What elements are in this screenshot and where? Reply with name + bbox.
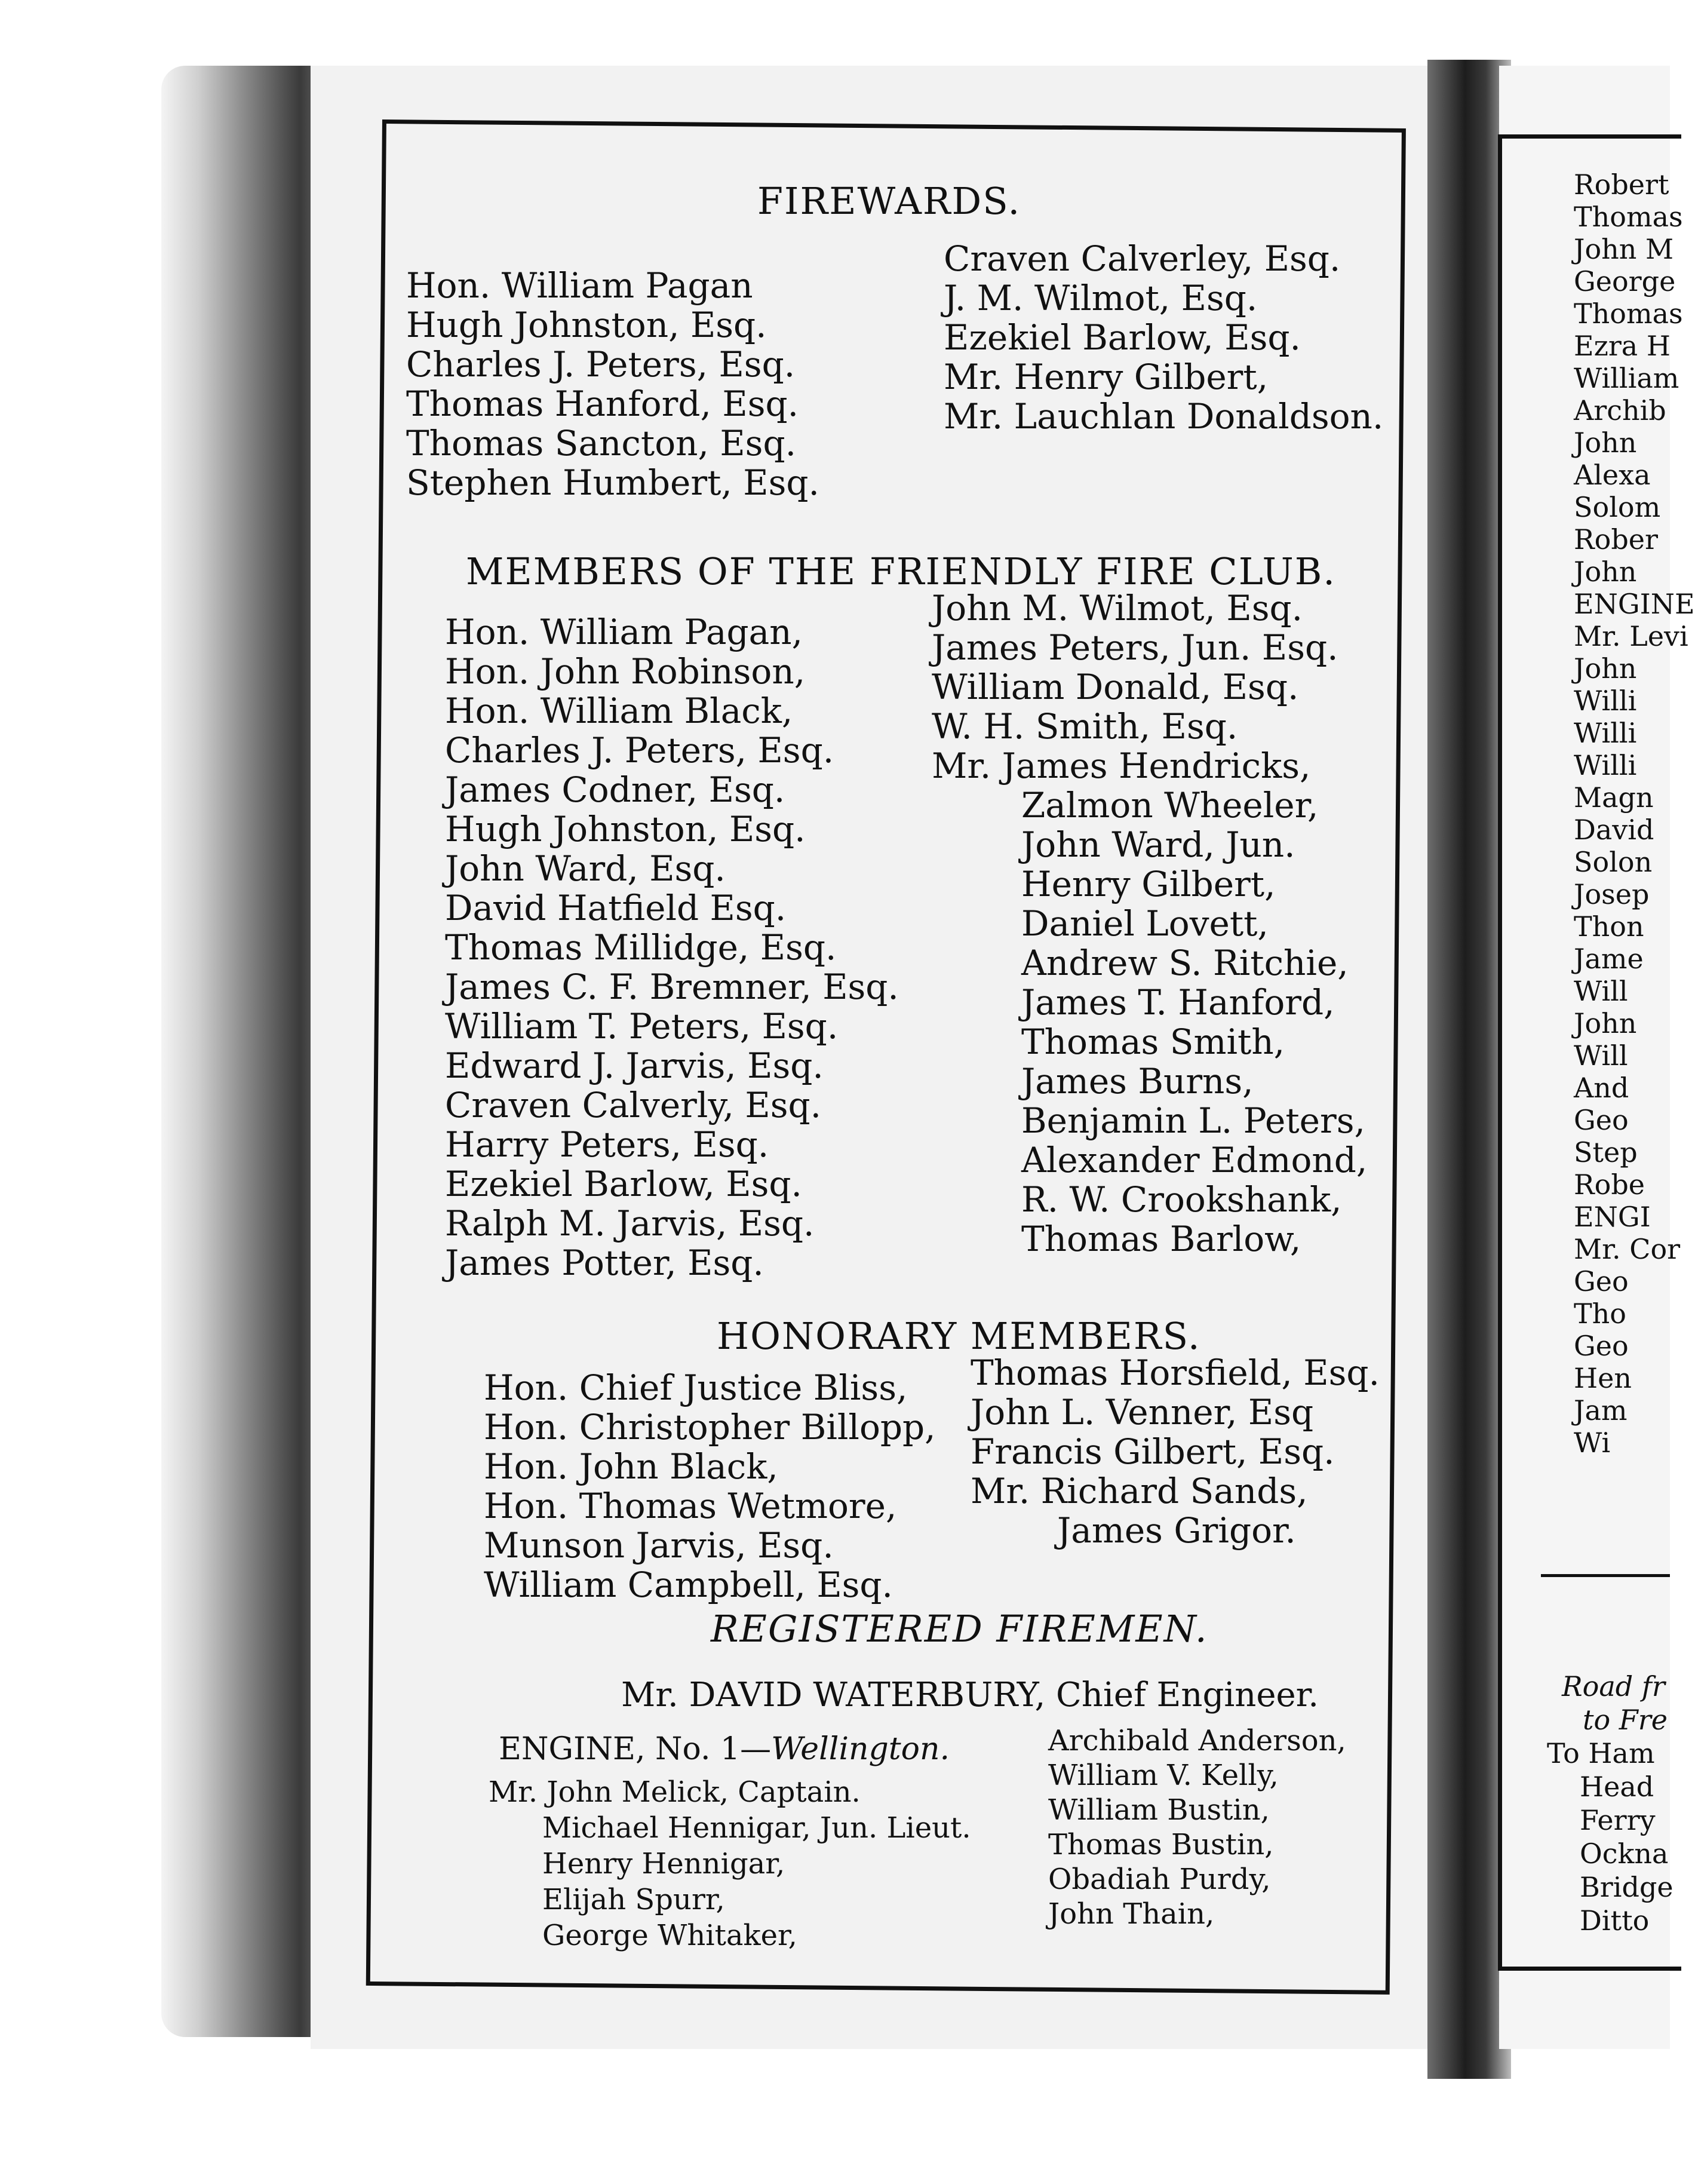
- list-item: John M. Wilmot, Esq.: [932, 588, 1303, 628]
- list-item: Bridge: [1580, 1871, 1673, 1903]
- list-item: Ferry: [1580, 1804, 1656, 1836]
- list-item: Craven Calverly, Esq.: [445, 1085, 822, 1125]
- list-item: Thomas Smith,: [1021, 1022, 1285, 1062]
- firewards-right-list: [944, 239, 1383, 436]
- list-item: Ockna: [1580, 1838, 1669, 1870]
- honorary-right-list: [971, 1353, 1380, 1550]
- list-item: Step: [1574, 1136, 1638, 1168]
- list-item: Robe: [1574, 1168, 1645, 1201]
- list-item: David: [1574, 814, 1654, 846]
- list-item: Head: [1580, 1771, 1654, 1803]
- list-item: Solom: [1574, 491, 1661, 523]
- list-item: Obadiah Purdy,: [1048, 1863, 1271, 1896]
- list-item: Mr. Levi: [1574, 620, 1688, 652]
- list-item: Hon. Chief Justice Bliss,: [484, 1367, 908, 1408]
- list-item: R. W. Crookshank,: [1021, 1179, 1342, 1220]
- list-item: James Codner, Esq.: [445, 769, 785, 810]
- list-item: J. M. Wilmot, Esq.: [944, 278, 1258, 318]
- list-item: John M: [1574, 233, 1674, 265]
- list-item: John L. Venner, Esq: [971, 1392, 1314, 1433]
- list-item: Willi: [1574, 685, 1637, 717]
- list-item: Will: [1574, 1039, 1628, 1072]
- list-item: Zalmon Wheeler,: [1021, 785, 1319, 826]
- list-item: Jame: [1574, 943, 1644, 975]
- list-item: Robert: [1574, 168, 1669, 201]
- right-page-fragment-list: [1574, 168, 1695, 1459]
- engine-heading: [499, 1729, 950, 1769]
- list-item: Ezekiel Barlow, Esq.: [944, 317, 1301, 358]
- list-item: Mr. Lauchlan Donaldson.: [944, 396, 1384, 437]
- list-item: Thomas Sancton, Esq.: [406, 423, 797, 464]
- chief-engineer-text: Mr. DAVID WATERBURY, Chief Engineer.: [621, 1676, 1319, 1714]
- list-item: Ralph M. Jarvis, Esq.: [445, 1203, 815, 1244]
- list-item: Thomas Millidge, Esq.: [445, 927, 837, 968]
- list-item: W. H. Smith, Esq.: [932, 706, 1238, 747]
- list-item: And: [1574, 1072, 1629, 1104]
- list-item: Thomas: [1574, 297, 1683, 330]
- list-item: Hon. William Pagan,: [445, 612, 803, 652]
- list-item: John Thain,: [1048, 1897, 1215, 1931]
- honorary-left-list: [484, 1368, 936, 1605]
- registered-firemen-title: REGISTERED FIREMEN.: [711, 1607, 1208, 1651]
- right-page-rule: [1541, 1574, 1670, 1577]
- list-item: Mr. Cor: [1574, 1233, 1681, 1265]
- list-item: Geo: [1574, 1265, 1629, 1297]
- list-item: Thomas Hanford, Esq.: [406, 384, 799, 424]
- firewards-title: FIREWARDS.: [757, 179, 1021, 223]
- list-item: Geo: [1574, 1330, 1629, 1362]
- list-item: Craven Calverley, Esq.: [944, 238, 1341, 279]
- registered-left-list: [489, 1774, 971, 1953]
- list-item: Hon. John Black,: [484, 1446, 778, 1487]
- list-item: Henry Hennigar,: [542, 1847, 785, 1881]
- list-item: Elijah Spurr,: [542, 1883, 725, 1916]
- list-item: William Donald, Esq.: [932, 667, 1299, 707]
- engine-name: Wellington.: [771, 1731, 950, 1767]
- list-item: William: [1574, 362, 1679, 394]
- list-item: James Peters, Jun. Esq.: [932, 627, 1338, 668]
- list-item: Daniel Lovett,: [1021, 903, 1269, 944]
- list-item: John Ward, Jun.: [1021, 824, 1295, 865]
- list-item: William Bustin,: [1048, 1793, 1270, 1827]
- list-item: to Fre: [1583, 1704, 1668, 1736]
- list-item: James C. F. Bremner, Esq.: [445, 967, 899, 1007]
- list-item: Hugh Johnston, Esq.: [406, 305, 767, 345]
- list-item: Michael Hennigar, Jun. Lieut.: [542, 1811, 971, 1845]
- list-item: Tho: [1574, 1297, 1627, 1330]
- chief-engineer-line: [621, 1676, 1319, 1715]
- list-item: Mr. Richard Sands,: [971, 1471, 1308, 1511]
- list-item: Munson Jarvis, Esq.: [484, 1525, 834, 1566]
- list-item: Ezra H: [1574, 330, 1671, 362]
- list-item: Will: [1574, 975, 1628, 1007]
- friendly-club-right-list: [932, 588, 1367, 1259]
- list-item: Hugh Johnston, Esq.: [445, 809, 806, 849]
- list-item: Jam: [1574, 1394, 1628, 1427]
- list-item: William T. Peters, Esq.: [445, 1006, 839, 1047]
- list-item: Rober: [1574, 523, 1658, 556]
- list-item: William V. Kelly,: [1048, 1759, 1279, 1792]
- list-item: Hon. John Robinson,: [445, 651, 806, 692]
- registered-right-list: [1048, 1723, 1346, 1931]
- list-item: George: [1574, 265, 1676, 297]
- firewards-left-list: [406, 266, 819, 502]
- list-item: ENGI: [1574, 1201, 1651, 1233]
- list-item: Ditto: [1580, 1904, 1650, 1937]
- list-item: Road fr: [1562, 1670, 1665, 1703]
- list-item: Henry Gilbert,: [1021, 864, 1276, 904]
- list-item: Solon: [1574, 846, 1653, 878]
- list-item: John: [1574, 556, 1637, 588]
- list-item: Wi: [1574, 1427, 1611, 1459]
- list-item: Thomas: [1574, 201, 1683, 233]
- list-item: Stephen Humbert, Esq.: [406, 462, 819, 503]
- list-item: Thon: [1574, 910, 1644, 943]
- friendly-fire-club-title: MEMBERS OF THE FRIENDLY FIRE CLUB.: [466, 550, 1337, 593]
- list-item: Mr. James Hendricks,: [932, 746, 1311, 786]
- list-item: Hen: [1574, 1362, 1632, 1394]
- list-item: Archibald Anderson,: [1048, 1724, 1346, 1757]
- list-item: Mr. Henry Gilbert,: [944, 357, 1269, 397]
- list-item: Francis Gilbert, Esq.: [971, 1431, 1335, 1472]
- list-item: John Ward, Esq.: [445, 848, 726, 889]
- list-item: John: [1574, 427, 1637, 459]
- list-item: George Whitaker,: [542, 1919, 797, 1952]
- list-item: John: [1574, 1007, 1637, 1039]
- list-item: David Hatfield Esq.: [445, 888, 787, 928]
- list-item: Charles J. Peters, Esq.: [445, 730, 834, 771]
- list-item: John: [1574, 652, 1637, 685]
- list-item: James Grigor.: [1057, 1510, 1296, 1551]
- list-item: James T. Hanford,: [1021, 982, 1335, 1023]
- list-item: James Burns,: [1021, 1061, 1254, 1102]
- list-item: William Campbell, Esq.: [484, 1565, 893, 1605]
- list-item: Hon. William Pagan: [406, 265, 753, 306]
- friendly-club-left-list: [445, 612, 899, 1283]
- list-item: Josep: [1574, 878, 1650, 910]
- list-item: Edward J. Jarvis, Esq.: [445, 1045, 824, 1086]
- list-item: Magn: [1574, 781, 1654, 814]
- list-item: Willi: [1574, 749, 1637, 781]
- list-item: Thomas Horsfield, Esq.: [971, 1352, 1380, 1393]
- honorary-members-title: HONORARY MEMBERS.: [717, 1314, 1201, 1358]
- list-item: Hon. William Black,: [445, 691, 793, 731]
- list-item: James Potter, Esq.: [445, 1243, 764, 1283]
- list-item: Harry Peters, Esq.: [445, 1124, 769, 1165]
- list-item: Alexander Edmond,: [1021, 1140, 1368, 1180]
- list-item: Andrew S. Ritchie,: [1021, 943, 1349, 983]
- list-item: Geo: [1574, 1104, 1629, 1136]
- list-item: Thomas Barlow,: [1021, 1219, 1301, 1259]
- right-page-road-list: [1547, 1670, 1673, 1937]
- engine-label: ENGINE, No. 1—: [499, 1731, 772, 1767]
- list-item: Hon. Christopher Billopp,: [484, 1407, 936, 1447]
- engine-line: [499, 1729, 950, 1769]
- list-item: ENGINE: [1574, 588, 1695, 620]
- list-item: Ezekiel Barlow, Esq.: [445, 1164, 802, 1204]
- list-item: Alexa: [1574, 459, 1651, 491]
- list-item: Willi: [1574, 717, 1637, 749]
- list-item: To Ham: [1547, 1737, 1655, 1769]
- list-item: Benjamin L. Peters,: [1021, 1100, 1365, 1141]
- list-item: Charles J. Peters, Esq.: [406, 344, 796, 385]
- list-item: Mr. John Melick, Captain.: [489, 1775, 861, 1809]
- list-item: Hon. Thomas Wetmore,: [484, 1486, 897, 1526]
- list-item: Archib: [1574, 394, 1666, 427]
- list-item: Thomas Bustin,: [1048, 1828, 1274, 1861]
